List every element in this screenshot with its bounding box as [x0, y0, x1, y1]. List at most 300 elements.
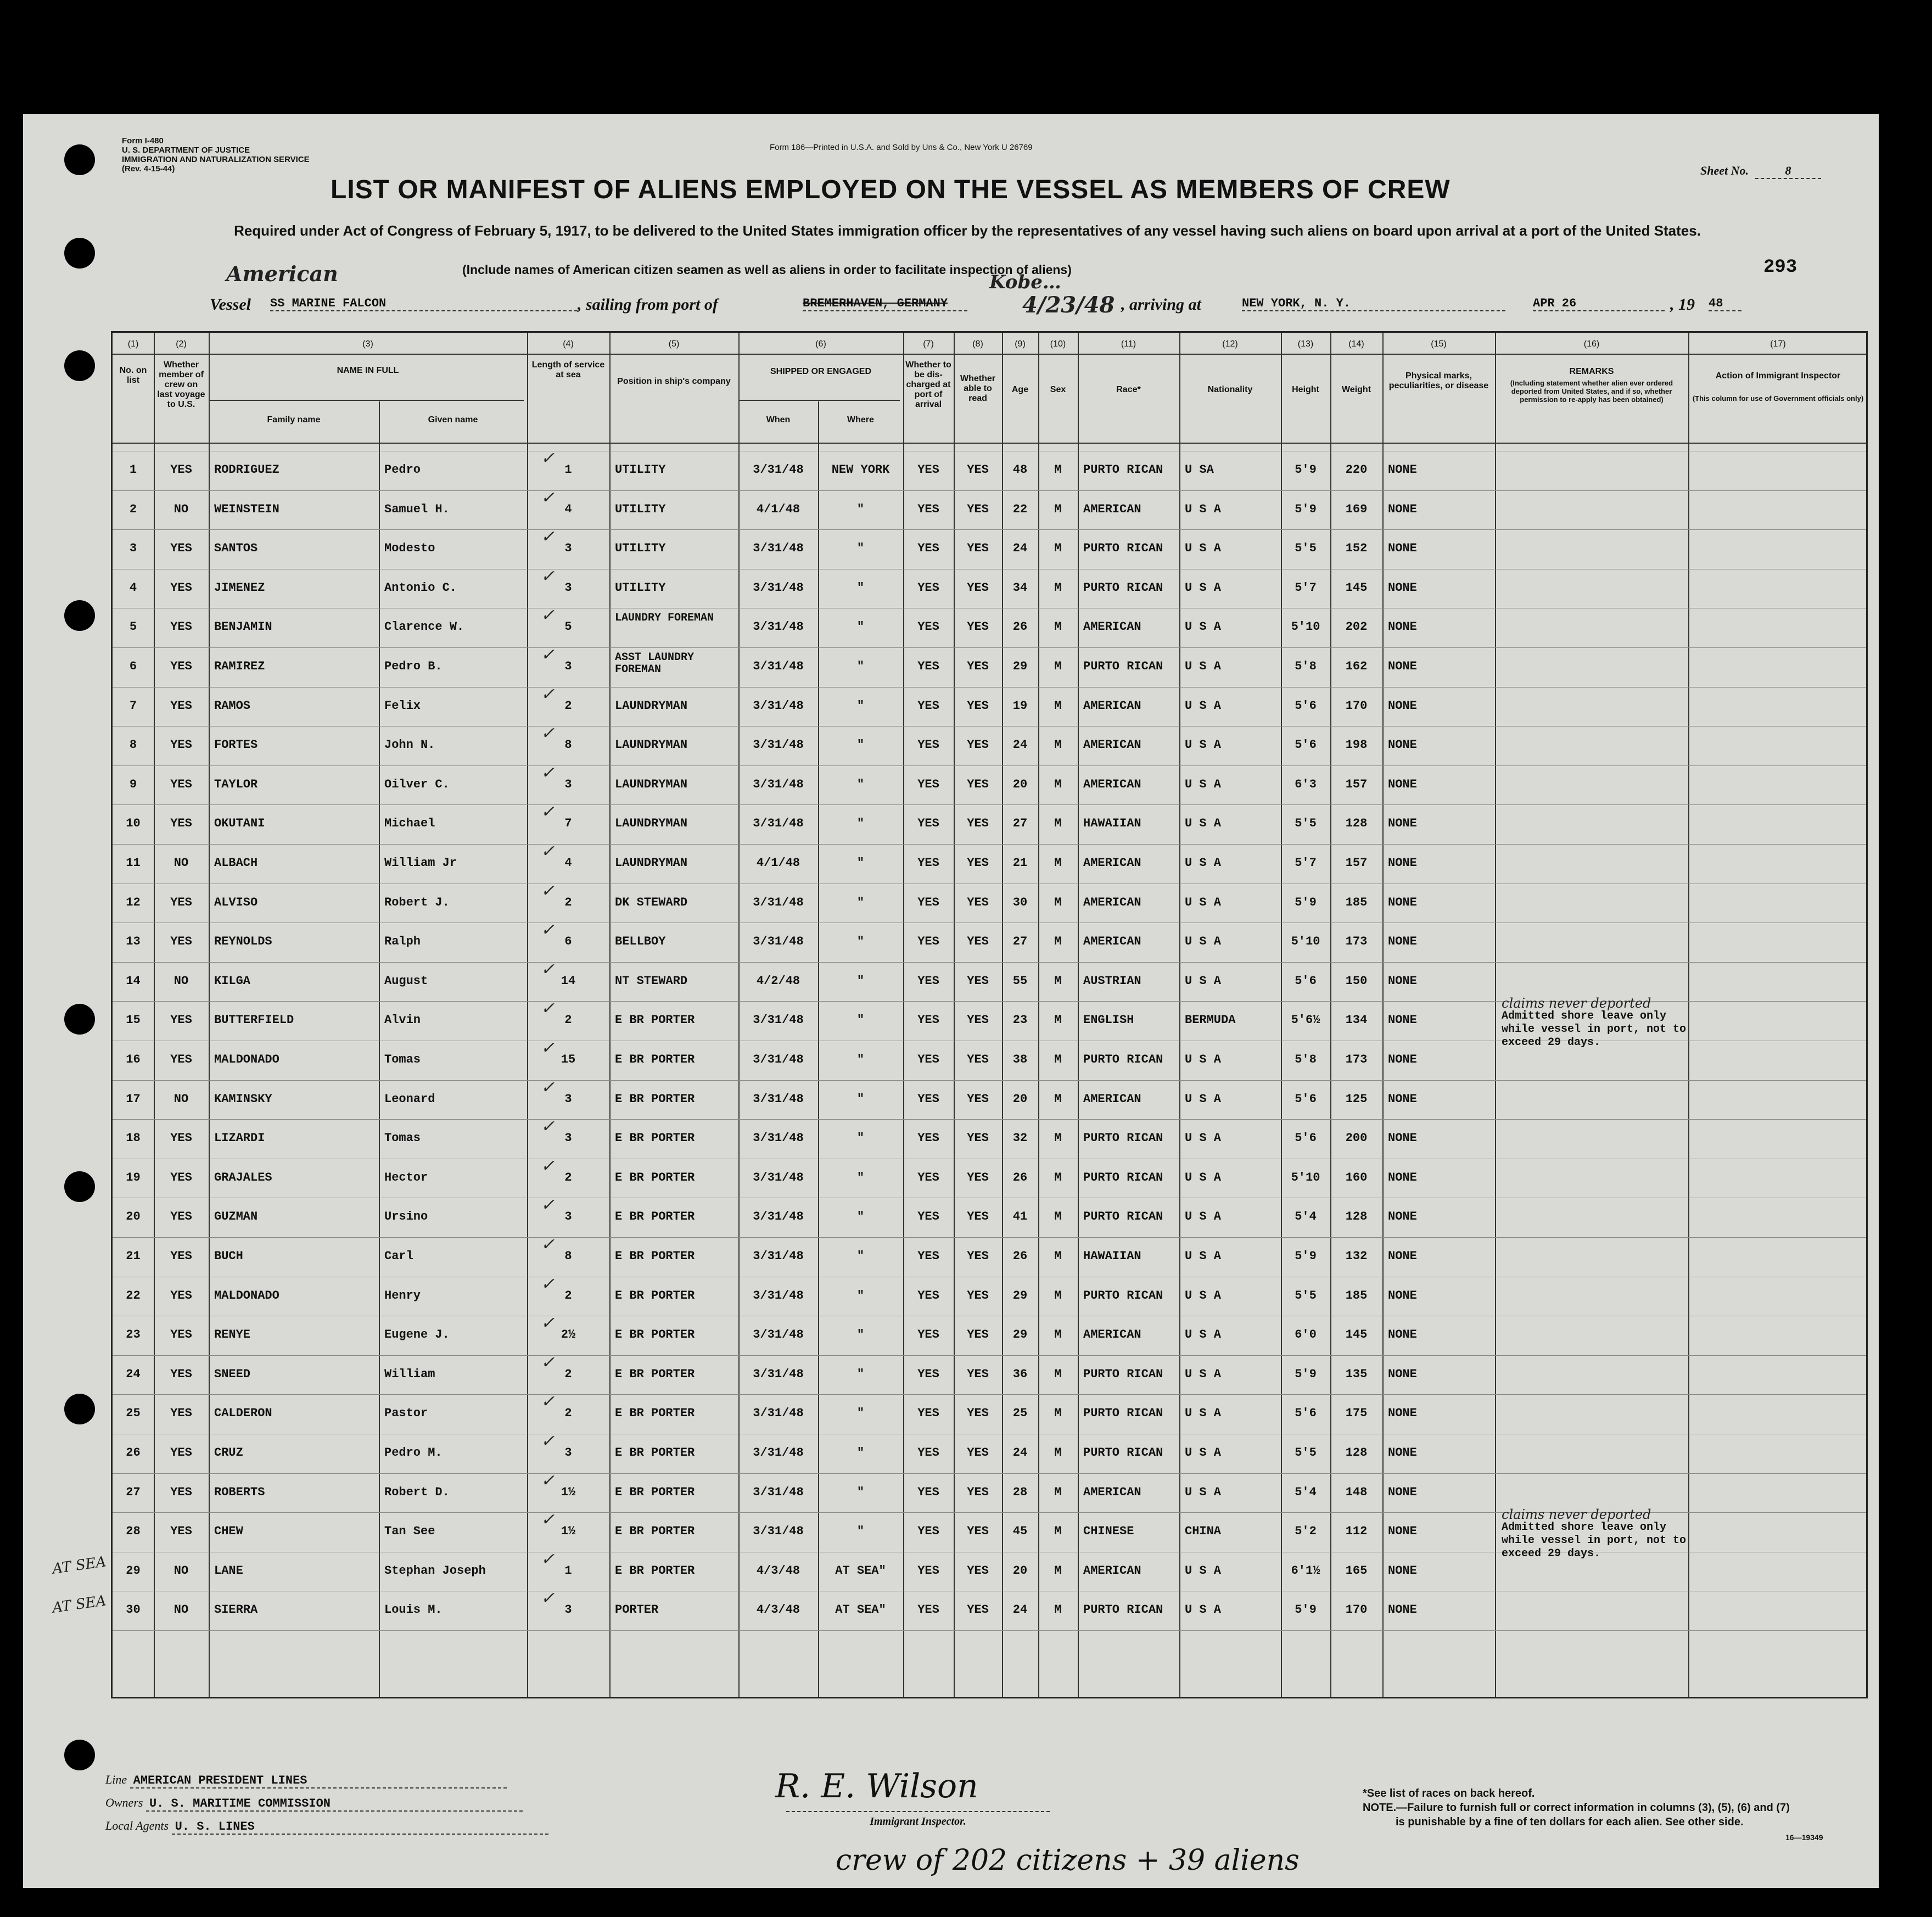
cell-where: "	[856, 1053, 865, 1066]
cell-weight: 152	[1345, 541, 1368, 556]
sailing-date: 4/23/48	[1022, 292, 1115, 318]
cell-member: YES	[170, 1249, 192, 1263]
cell-length: 3	[564, 541, 572, 556]
cell-read: YES	[967, 1524, 989, 1539]
check-mark-icon: ✓	[541, 684, 555, 704]
cell-given: William Jr	[384, 856, 457, 870]
check-mark-icon: ✓	[541, 1352, 555, 1372]
cell-given: Antonio C.	[384, 580, 457, 595]
cell-sex: M	[1054, 1406, 1062, 1421]
cell-given: Ursino	[384, 1210, 428, 1224]
punch-hole	[64, 1394, 95, 1424]
cell-family: MALDONADO	[214, 1288, 279, 1303]
cell-weight: 165	[1345, 1563, 1368, 1578]
penalty-note: NOTE.—Failure to furnish full or correct information in columns (3), (5), (6) and (7)	[1363, 1802, 1790, 1814]
service: IMMIGRATION AND NATURALIZATION SERVICE	[122, 155, 310, 164]
header-member: Whether member of crew on last voyage to U.S.	[157, 360, 205, 409]
cell-family: WEINSTEIN	[214, 502, 279, 516]
cell-no: 5	[129, 620, 137, 634]
cell-race: HAWAIIAN	[1083, 1249, 1141, 1263]
cell-read: YES	[967, 660, 989, 673]
row-divider	[113, 1473, 1866, 1474]
cell-where: "	[856, 1367, 865, 1381]
cell-where: "	[856, 1249, 865, 1263]
cell-no: 7	[129, 698, 137, 713]
cell-race: PURTO RICAN	[1083, 1288, 1163, 1303]
cell-member: YES	[170, 1131, 192, 1145]
cell-length: 2½	[561, 1328, 576, 1342]
punch-hole	[64, 144, 95, 175]
check-mark-icon: ✓	[541, 842, 555, 861]
cell-read: YES	[967, 1367, 989, 1381]
cell-age: 20	[1012, 777, 1028, 791]
cell-age: 25	[1012, 1406, 1028, 1421]
cell-family: GRAJALES	[214, 1170, 272, 1184]
remark-line: while vessel in port, not to	[1502, 1534, 1687, 1547]
cell-read: YES	[967, 1446, 989, 1460]
vessel-name: SS MARINE FALCON	[270, 297, 578, 311]
cell-height: 6'0	[1295, 1328, 1317, 1342]
requirement-text: Required under Act of Congress of February 5, 1917, to be delivered to the United States immigration officer by the representatives of any vessel having such aliens on board upon arrival at a port of the United States.	[234, 222, 1701, 239]
margin-note-at-sea: AT SEA	[51, 1592, 108, 1617]
cell-nat: U S A	[1185, 1563, 1222, 1578]
cell-member: YES	[170, 463, 192, 477]
cell-sex: M	[1054, 1288, 1062, 1303]
cell-height: 5'9	[1295, 463, 1317, 477]
check-mark-icon: ✓	[541, 488, 555, 507]
cell-sex: M	[1054, 1092, 1062, 1106]
header-family: Family name	[267, 415, 321, 424]
cell-disch: YES	[917, 1013, 939, 1027]
cell-member: YES	[170, 738, 192, 752]
cell-no: 20	[126, 1210, 141, 1224]
cell-weight: 220	[1345, 463, 1368, 477]
cell-age: 22	[1012, 502, 1028, 516]
cell-sex: M	[1054, 856, 1062, 870]
row-divider	[113, 1355, 1866, 1356]
cell-no: 12	[126, 895, 141, 909]
cell-disch: YES	[917, 1406, 939, 1421]
cell-member: YES	[170, 1170, 192, 1184]
cell-nat: U S A	[1185, 1288, 1222, 1303]
cell-member: YES	[170, 1485, 192, 1499]
cell-weight: 128	[1345, 1446, 1368, 1460]
punch-hole	[64, 1740, 95, 1770]
cell-phys: NONE	[1388, 1524, 1417, 1539]
cell-sex: M	[1054, 1170, 1062, 1184]
cell-no: 3	[129, 541, 137, 556]
page-title: LIST OR MANIFEST OF ALIENS EMPLOYED ON THE VESSEL AS MEMBERS OF CREW	[331, 175, 1451, 204]
cell-race: AMERICAN	[1083, 935, 1141, 949]
cell-weight: 169	[1345, 502, 1368, 516]
cell-length: 2	[564, 895, 572, 909]
cell-family: SNEED	[214, 1367, 251, 1381]
cell-when: 4/2/48	[756, 974, 800, 988]
cell-nat: U S A	[1185, 1603, 1222, 1617]
cell-no: 2	[129, 502, 137, 516]
cell-nat: U S A	[1185, 1446, 1222, 1460]
cell-where: "	[856, 1524, 865, 1539]
column-number: (14)	[1348, 339, 1364, 349]
cell-race: AMERICAN	[1083, 777, 1141, 791]
cell-age: 26	[1012, 1170, 1028, 1184]
printer-line: Form 186—Printed in U.S.A. and Sold by Uns & Co., New York U 26769	[770, 143, 1033, 152]
cell-where: "	[856, 1092, 865, 1106]
cell-given: Robert J.	[384, 895, 450, 909]
cell-sex: M	[1054, 1249, 1062, 1263]
cell-family: CRUZ	[214, 1446, 243, 1460]
cell-race: AUSTRIAN	[1083, 974, 1141, 988]
cell-family: ROBERTS	[214, 1485, 265, 1499]
arriving-port: NEW YORK, N. Y.	[1242, 297, 1505, 311]
cell-given: Stephan Joseph	[384, 1563, 486, 1578]
cell-position: LAUNDRYMAN	[615, 817, 688, 831]
cell-nat: CHINA	[1185, 1524, 1222, 1539]
manifest-table	[51, 331, 1868, 1698]
check-mark-icon: ✓	[541, 645, 555, 664]
cell-member: NO	[173, 974, 189, 988]
cell-when: 3/31/48	[753, 620, 804, 634]
cell-height: 5'2	[1295, 1524, 1317, 1539]
cell-when: 3/31/48	[753, 1249, 804, 1263]
cell-where: "	[856, 1446, 865, 1460]
cell-where: "	[856, 817, 865, 831]
cell-family: KAMINSKY	[214, 1092, 272, 1106]
cell-when: 3/31/48	[753, 895, 804, 909]
cell-nat: U SA	[1185, 463, 1214, 477]
header-remarks: REMARKS	[1569, 367, 1614, 376]
cell-given: Clarence W.	[384, 620, 464, 634]
cell-phys: NONE	[1388, 856, 1417, 870]
cell-family: LANE	[214, 1563, 243, 1578]
cell-disch: YES	[917, 541, 939, 556]
cell-sex: M	[1054, 502, 1062, 516]
cell-position: E BR PORTER	[615, 1446, 695, 1460]
cell-length: 4	[564, 856, 572, 870]
cell-read: YES	[967, 1485, 989, 1499]
cell-race: AMERICAN	[1083, 895, 1141, 909]
cell-family: BUCH	[214, 1249, 243, 1263]
cell-age: 28	[1012, 1485, 1028, 1499]
cell-length: 3	[564, 660, 572, 673]
cell-sex: M	[1054, 1013, 1062, 1027]
cell-family: SIERRA	[214, 1603, 258, 1617]
cell-disch: YES	[917, 1131, 939, 1145]
cell-disch: YES	[917, 1446, 939, 1460]
check-mark-icon: ✓	[541, 1156, 555, 1176]
cell-phys: NONE	[1388, 1092, 1417, 1106]
cell-no: 30	[126, 1603, 141, 1617]
cell-weight: 132	[1345, 1249, 1368, 1263]
cell-length: 3	[564, 1210, 572, 1224]
cell-height: 5'7	[1295, 856, 1317, 870]
row-divider	[113, 765, 1866, 766]
cell-phys: NONE	[1388, 620, 1417, 634]
row-divider	[113, 962, 1866, 963]
punch-hole	[64, 1004, 95, 1035]
cell-member: YES	[170, 935, 192, 949]
cell-position: PORTER	[615, 1603, 659, 1617]
cell-nat: U S A	[1185, 895, 1222, 909]
line-value: AMERICAN PRESIDENT LINES	[130, 1774, 507, 1789]
footer-note	[1363, 1786, 1790, 1829]
stamp-number: 293	[1763, 257, 1797, 278]
cell-where: NEW YORK	[831, 463, 890, 477]
cell-sex: M	[1054, 1485, 1062, 1499]
cell-read: YES	[967, 1131, 989, 1145]
header-action: Action of Immigrant Inspector	[1715, 371, 1841, 381]
cell-weight: 162	[1345, 660, 1368, 673]
cell-no: 25	[126, 1406, 141, 1421]
cell-family: CALDERON	[214, 1406, 272, 1421]
column-number: (8)	[972, 339, 983, 349]
cell-age: 27	[1012, 817, 1028, 831]
cell-family: RAMIREZ	[214, 660, 265, 673]
cell-sex: M	[1054, 895, 1062, 909]
header-discharged: Whether to be dis-charged at port of arrival	[905, 360, 951, 409]
cell-weight: 170	[1345, 698, 1368, 713]
cell-position: UTILITY	[615, 502, 666, 516]
cell-phys: NONE	[1388, 935, 1417, 949]
column-number: (4)	[563, 339, 574, 349]
cell-phys: NONE	[1388, 895, 1417, 909]
column-divider	[1382, 333, 1384, 1697]
check-mark-icon: ✓	[541, 920, 555, 940]
cell-race: PURTO RICAN	[1083, 580, 1163, 595]
cell-phys: NONE	[1388, 1249, 1417, 1263]
cell-age: 20	[1012, 1563, 1028, 1578]
cell-position: ASST LAUNDRY FOREMAN	[615, 651, 695, 676]
cell-height: 5'5	[1295, 541, 1317, 556]
cell-race: AMERICAN	[1083, 1563, 1141, 1578]
check-mark-icon: ✓	[541, 566, 555, 586]
cell-sex: M	[1054, 541, 1062, 556]
cell-race: AMERICAN	[1083, 698, 1141, 713]
header-age: Age	[1011, 385, 1029, 394]
check-mark-icon: ✓	[541, 999, 555, 1019]
cell-disch: YES	[917, 1485, 939, 1499]
cell-family: GUZMAN	[214, 1210, 258, 1224]
cell-nat: U S A	[1185, 1131, 1222, 1145]
cell-family: REYNOLDS	[214, 935, 272, 949]
cell-sex: M	[1054, 738, 1062, 752]
cell-sex: M	[1054, 1328, 1062, 1342]
column-number: (7)	[923, 339, 934, 349]
cell-length: 1	[564, 463, 572, 477]
cell-sex: M	[1054, 698, 1062, 713]
agents-label: Local Agents	[105, 1819, 169, 1832]
cell-when: 4/3/48	[756, 1563, 800, 1578]
cell-when: 3/31/48	[753, 777, 804, 791]
check-mark-icon: ✓	[541, 763, 555, 783]
cell-race: AMERICAN	[1083, 738, 1141, 752]
cell-nat: U S A	[1185, 935, 1222, 949]
cell-race: PURTO RICAN	[1083, 1446, 1163, 1460]
column-divider	[1688, 333, 1689, 1697]
cell-position: E BR PORTER	[615, 1249, 695, 1263]
cell-race: PURTO RICAN	[1083, 463, 1163, 477]
cell-phys: NONE	[1388, 463, 1417, 477]
cell-sex: M	[1054, 817, 1062, 831]
cell-no: 13	[126, 935, 141, 949]
cell-where: AT SEA"	[835, 1563, 886, 1578]
cell-position: E BR PORTER	[615, 1092, 695, 1106]
column-divider	[818, 401, 819, 1697]
cell-height: 5'6	[1295, 974, 1317, 988]
cell-age: 36	[1012, 1367, 1028, 1381]
cell-phys: NONE	[1388, 698, 1417, 713]
cell-given: Carl	[384, 1249, 413, 1263]
cell-weight: 145	[1345, 580, 1368, 595]
cell-read: YES	[967, 1249, 989, 1263]
column-number: (16)	[1583, 339, 1600, 349]
cell-read: YES	[967, 1563, 989, 1578]
header-read: Whether able to read	[960, 374, 995, 403]
line-label: Line	[105, 1773, 127, 1786]
cell-sex: M	[1054, 660, 1062, 673]
cell-given: Alvin	[384, 1013, 421, 1027]
cell-length: 15	[561, 1053, 576, 1066]
arrival-date: APR 26	[1533, 297, 1665, 311]
cell-member: YES	[170, 580, 192, 595]
cell-age: 41	[1012, 1210, 1028, 1224]
cell-height: 5'10	[1291, 935, 1320, 949]
cell-given: Modesto	[384, 541, 435, 556]
cell-age: 26	[1012, 1249, 1028, 1263]
cell-disch: YES	[917, 1210, 939, 1224]
cell-no: 24	[126, 1367, 141, 1381]
cell-length: 1½	[561, 1524, 576, 1539]
cell-weight: 198	[1345, 738, 1368, 752]
cell-given: Pastor	[384, 1406, 428, 1421]
cell-race: ENGLISH	[1083, 1013, 1134, 1027]
agents-value: U. S. LINES	[172, 1820, 548, 1835]
cell-read: YES	[967, 1092, 989, 1106]
cell-length: 2	[564, 1013, 572, 1027]
cell-member: YES	[170, 1367, 192, 1381]
cell-sex: M	[1054, 777, 1062, 791]
cell-weight: 157	[1345, 856, 1368, 870]
cell-sex: M	[1054, 1563, 1062, 1578]
cell-phys: NONE	[1388, 1131, 1417, 1145]
check-mark-icon: ✓	[541, 1235, 555, 1254]
cell-where: "	[856, 1485, 865, 1499]
cell-read: YES	[967, 856, 989, 870]
cell-race: PURTO RICAN	[1083, 1367, 1163, 1381]
cell-age: 38	[1012, 1053, 1028, 1066]
header-action-sub: (This column for use of Government officials only)	[1692, 394, 1864, 403]
cell-height: 6'1½	[1291, 1563, 1320, 1578]
cell-disch: YES	[917, 502, 939, 516]
cell-when: 3/31/48	[753, 660, 804, 673]
cell-age: 29	[1012, 660, 1028, 673]
cell-where: "	[856, 620, 865, 634]
cell-position: E BR PORTER	[615, 1210, 695, 1224]
cell-position: NT STEWARD	[615, 974, 688, 988]
cell-nat: U S A	[1185, 777, 1222, 791]
header-length: Length of service at sea	[531, 360, 605, 379]
cell-nat: BERMUDA	[1185, 1013, 1236, 1027]
cell-length: 2	[564, 1170, 572, 1184]
cell-disch: YES	[917, 1053, 939, 1066]
cell-phys: NONE	[1388, 1367, 1417, 1381]
header-divider	[113, 443, 1866, 444]
cell-age: 24	[1012, 1446, 1028, 1460]
cell-given: Leonard	[384, 1092, 435, 1106]
cell-age: 19	[1012, 698, 1028, 713]
cell-where: "	[856, 1406, 865, 1421]
cell-position: E BR PORTER	[615, 1053, 695, 1066]
cell-member: NO	[173, 1092, 189, 1106]
margin-note-at-sea: AT SEA	[51, 1553, 108, 1578]
cell-nat: U S A	[1185, 1406, 1222, 1421]
cell-race: AMERICAN	[1083, 620, 1141, 634]
cell-phys: NONE	[1388, 1446, 1417, 1460]
cell-when: 3/31/48	[753, 1210, 804, 1224]
cell-given: Eugene J.	[384, 1328, 450, 1342]
cell-age: 24	[1012, 541, 1028, 556]
sheet-number	[1700, 164, 1821, 179]
cell-member: YES	[170, 895, 192, 909]
cell-weight: 160	[1345, 1170, 1368, 1184]
cell-race: PURTO RICAN	[1083, 660, 1163, 673]
cell-no: 16	[126, 1053, 141, 1066]
cell-disch: YES	[917, 1170, 939, 1184]
cell-weight: 150	[1345, 974, 1368, 988]
column-number: (15)	[1431, 339, 1447, 349]
cell-when: 3/31/48	[753, 1170, 804, 1184]
cell-weight: 173	[1345, 935, 1368, 949]
cell-member: YES	[170, 620, 192, 634]
cell-race: AMERICAN	[1083, 856, 1141, 870]
cell-nat: U S A	[1185, 1249, 1222, 1263]
cell-phys: NONE	[1388, 1053, 1417, 1066]
header-shipped: SHIPPED OR ENGAGED	[770, 367, 872, 376]
cell-given: Michael	[384, 817, 435, 831]
cell-weight: 135	[1345, 1367, 1368, 1381]
cell-nat: U S A	[1185, 698, 1222, 713]
cell-when: 3/31/48	[753, 1092, 804, 1106]
cell-length: 3	[564, 1131, 572, 1145]
cell-age: 30	[1012, 895, 1028, 909]
cell-position: LAUNDRYMAN	[615, 856, 688, 870]
cell-height: 5'6	[1295, 1406, 1317, 1421]
check-mark-icon: ✓	[541, 1549, 555, 1569]
cell-family: ALBACH	[214, 856, 258, 870]
cell-when: 3/31/48	[753, 1053, 804, 1066]
cell-sex: M	[1054, 1131, 1062, 1145]
cell-phys: NONE	[1388, 1485, 1417, 1499]
cell-nat: U S A	[1185, 580, 1222, 595]
cell-where: "	[856, 935, 865, 949]
cell-read: YES	[967, 502, 989, 516]
header-physical: Physical marks, peculiarities, or disease	[1388, 371, 1489, 390]
cell-member: YES	[170, 541, 192, 556]
cell-nat: U S A	[1185, 1210, 1222, 1224]
cell-no: 10	[126, 817, 141, 831]
crew-count-note: crew of 202 citizens + 39 aliens	[836, 1844, 1300, 1877]
cell-no: 8	[129, 738, 137, 752]
cell-given: Tan See	[384, 1524, 435, 1539]
column-number: (17)	[1770, 339, 1786, 349]
cell-when: 4/1/48	[756, 856, 800, 870]
cell-age: 34	[1012, 580, 1028, 595]
cell-when: 3/31/48	[753, 1013, 804, 1027]
column-divider	[209, 333, 210, 1697]
cell-disch: YES	[917, 856, 939, 870]
cell-position: LAUNDRYMAN	[615, 698, 688, 713]
cell-disch: YES	[917, 1603, 939, 1617]
